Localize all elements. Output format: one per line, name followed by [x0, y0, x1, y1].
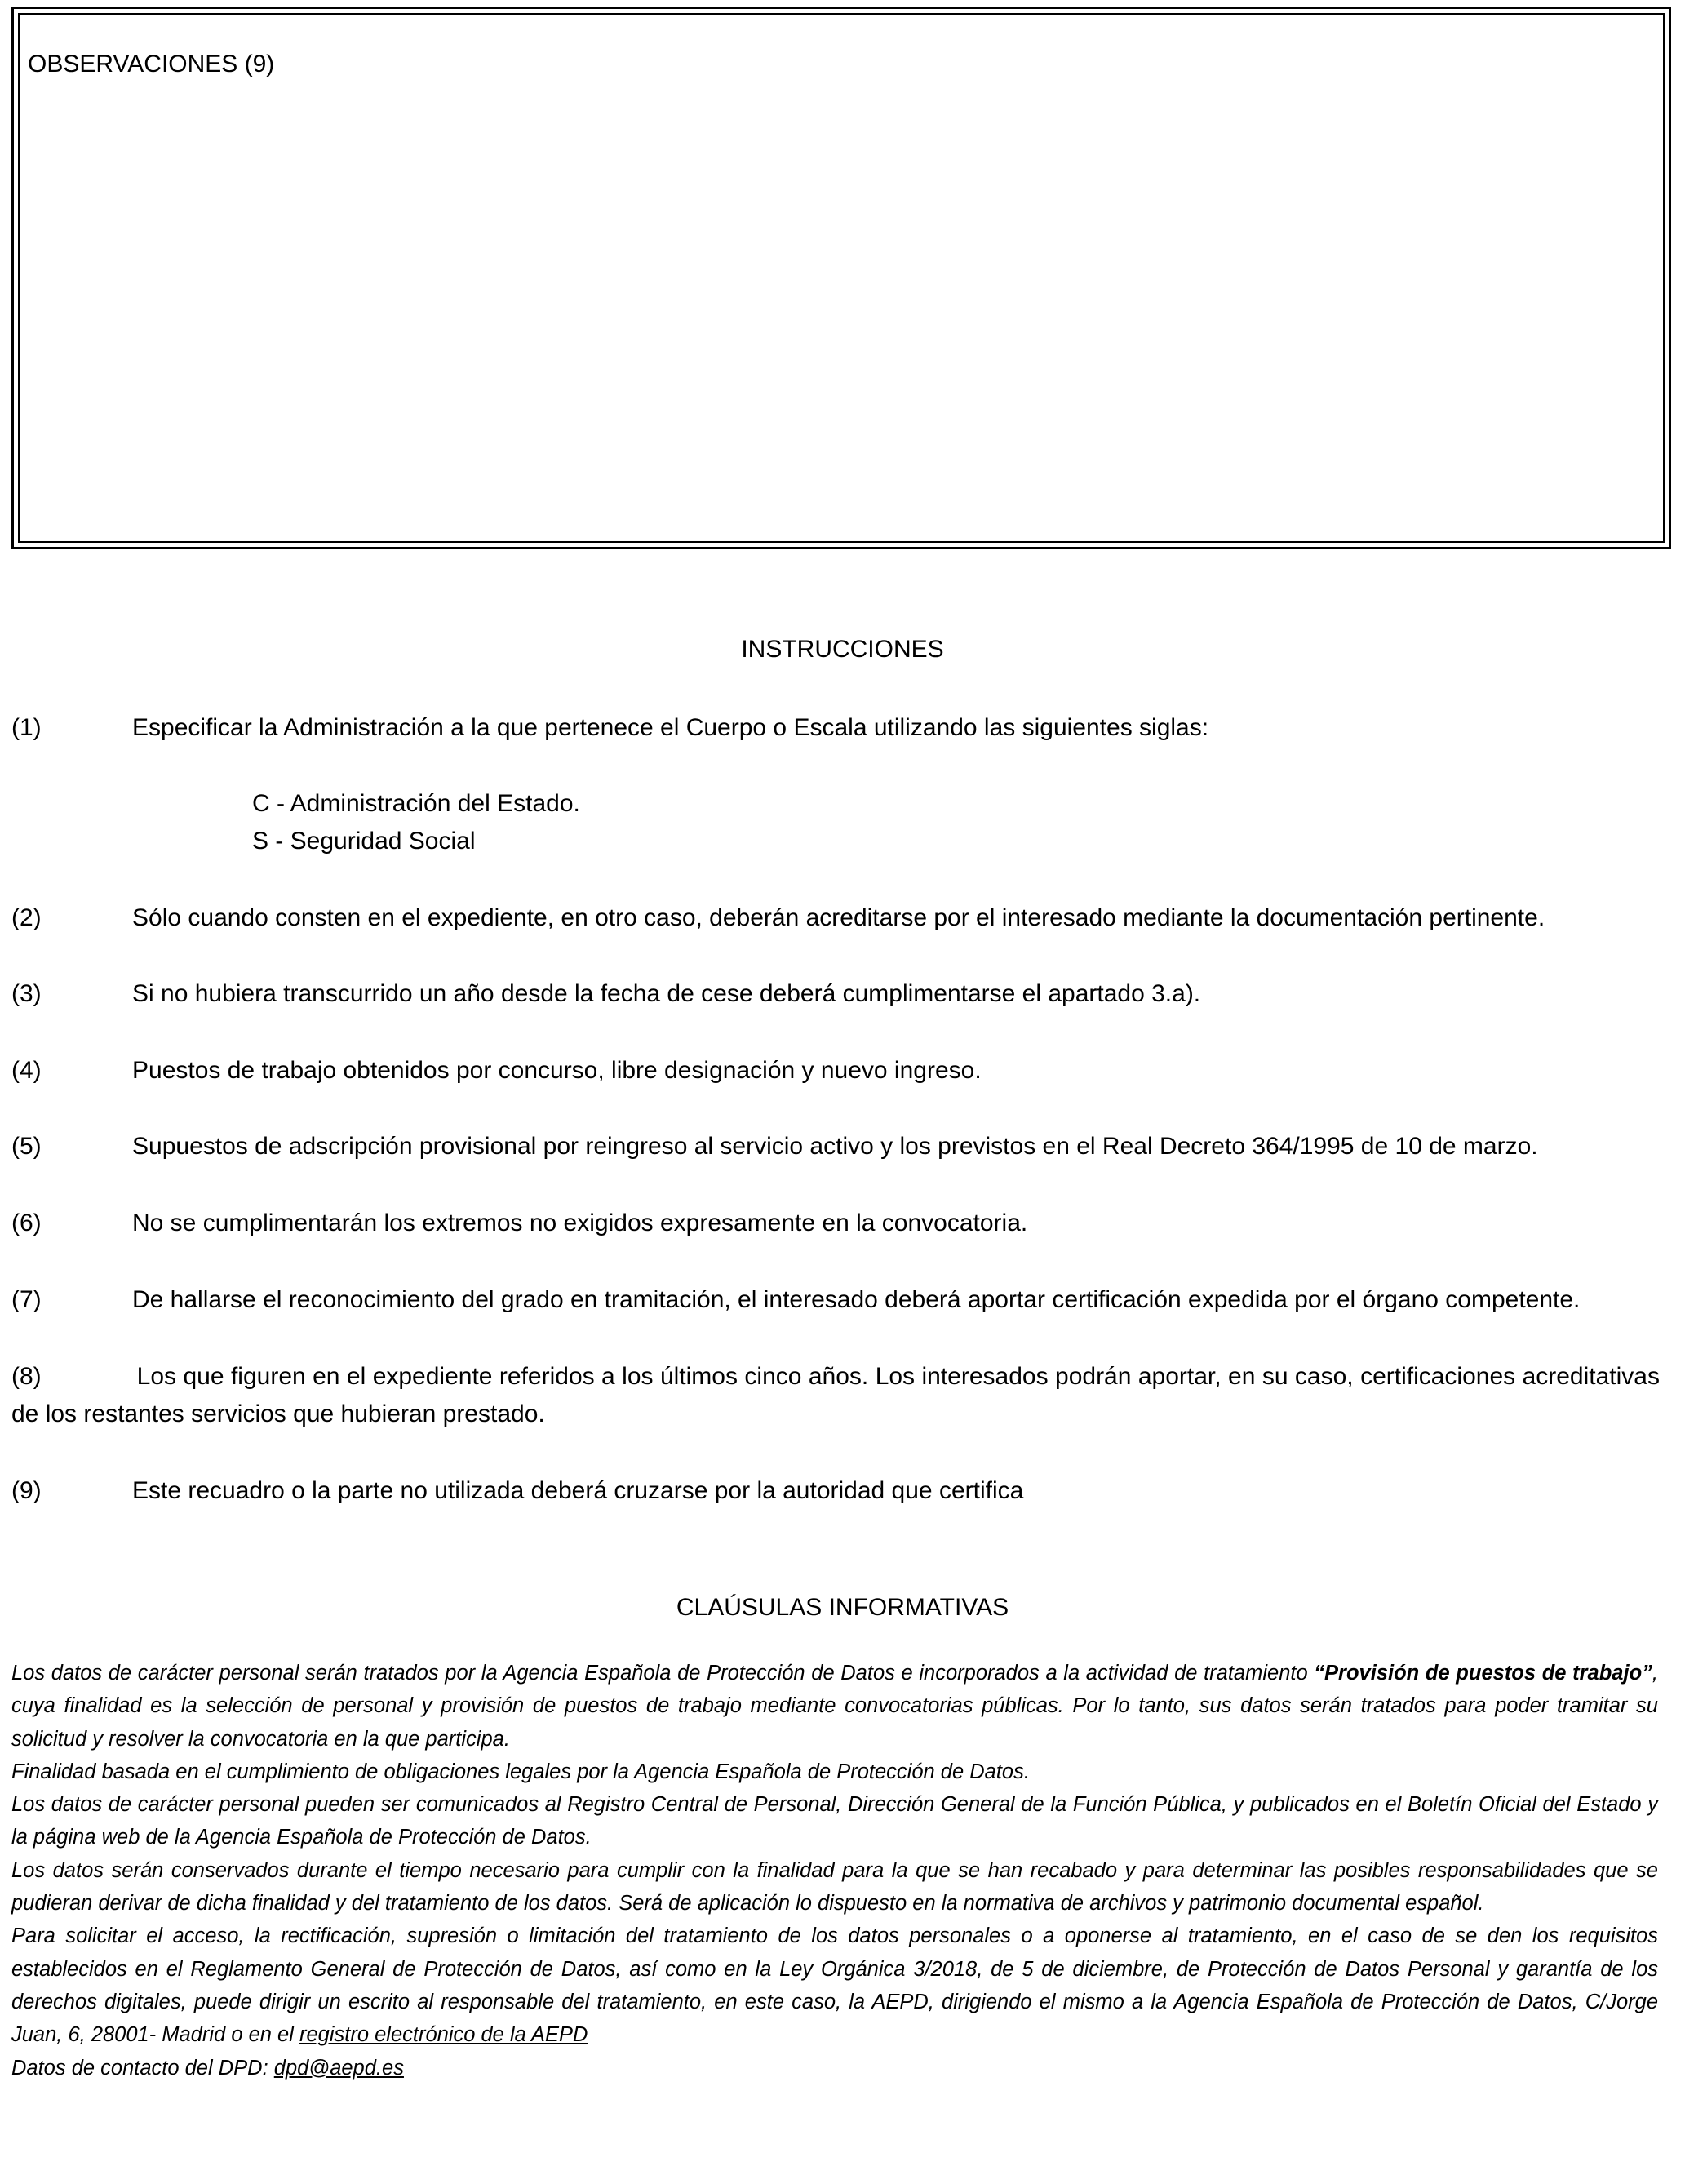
instruccion-number: (7): [11, 1286, 42, 1313]
clausulas-body: [11, 1657, 1658, 2084]
registro-electronico-link[interactable]: registro electrónico de la AEPD: [299, 2023, 588, 2047]
instruccion-number: (5): [11, 1133, 42, 1160]
clausulas-title: CLAÚSULAS INFORMATIVAS: [676, 1594, 1009, 1621]
instrucciones-title: INSTRUCCIONES: [741, 636, 944, 663]
dpd-contact-label: Datos de contacto del DPD:: [11, 2056, 274, 2080]
clausula-text: Para solicitar el acceso, la rectificación, supresión o limitación del tratamiento de los datos personales o a oponerse al tratamiento, en el caso de se den los requisitos establecidos en el Reglamento General de Protección de Datos, así como en la Ley Orgánica 3/2018, de 5 de diciembre, de Protección de Datos Personal y garantía de los derechos digitales, puede dirigir un escrito al responsable del tratamiento, en este caso, la AEPD, dirigiendo el mismo a la Agencia Española de Protección de Datos, C/Jorge Juan, 6, 28001- Madrid o en el: [11, 1924, 1658, 2047]
clausula-paragraph-4: Los datos serán conservados durante el tiempo necesario para cumplir con la finalidad para la que se han recabado y para determinar las posibles responsabilidades que se pudieran derivar de dicha finalidad y del tratamiento de los datos. Será de aplicación lo dispuesto en la normativa de archivos y patrimonio documental español.: [11, 1858, 1658, 1915]
instruccion-number: (9): [11, 1477, 42, 1504]
dpd-email-link[interactable]: dpd@aepd.es: [273, 2056, 404, 2080]
observaciones-box: [11, 7, 1671, 549]
clausula-text: Los datos de carácter personal serán tratados por la Agencia Española de Protección de Datos e incorporados a la actividad de tratamiento: [11, 1662, 1315, 1685]
clausula-paragraph-2: Finalidad basada en el cumplimiento de obligaciones legales por la Agencia Española de Protección de Datos.: [11, 1760, 1030, 1783]
observaciones-title: OBSERVACIONES (9): [28, 51, 275, 78]
instruccion-number: (2): [11, 904, 42, 931]
instruccion-text: No se cumplimentarán los extremos no exigidos expresamente en la convocatoria.: [132, 1210, 1028, 1236]
observaciones-inner-border: [18, 13, 1665, 543]
clausula-paragraph-3: Los datos de carácter personal pueden ser comunicados al Registro Central de Personal, Dirección General de la Función Pública, y publicados en el Boletín Oficial del Estado y la página web de la Agencia Española de Protección de Datos.: [11, 1793, 1658, 1849]
clausula-paragraph-1: [11, 1657, 1658, 1756]
instruccion-text: De hallarse el reconocimiento del grado en tramitación, el interesado deberá aportar certificación expedida por el órgano competente.: [132, 1286, 1581, 1313]
instruccion-number: (6): [11, 1210, 42, 1236]
instruccion-text: Los que figuren en el expediente referidos a los últimos cinco años. Los interesados podrán aportar, en su caso, certificaciones acreditativas de los restantes servicios que hubieran prestado.: [11, 1363, 1660, 1427]
sigla-s: S - Seguridad Social: [252, 828, 476, 855]
instruccion-text: Especificar la Administración a la que pertenece el Cuerpo o Escala utilizando las siguientes siglas:: [132, 714, 1209, 741]
clausula-paragraph-6: [11, 2052, 1658, 2084]
clausula-text: , cuya finalidad es la selección de personal y provisión de puestos de trabajo mediante convocatorias públicas. Por lo tanto, sus datos serán tratados para poder tramitar su solicitud y resolver la convocatoria en la que participa.: [11, 1662, 1658, 1751]
instruccion-text: Sólo cuando consten en el expediente, en otro caso, deberán acreditarse por el interesado mediante la documentación pertinente.: [132, 904, 1545, 931]
instruccion-text: Puestos de trabajo obtenidos por concurso, libre designación y nuevo ingreso.: [132, 1057, 982, 1084]
instruccion-number: (4): [11, 1057, 42, 1084]
clausula-bold-activity: “Provisión de puestos de trabajo”: [1314, 1662, 1652, 1685]
instruccion-text: Si no hubiera transcurrido un año desde la fecha de cese deberá cumplimentarse el apartado 3.a).: [132, 980, 1201, 1007]
clausula-paragraph-5: [11, 1920, 1658, 2051]
instruccion-text: Supuestos de adscripción provisional por reingreso al servicio activo y los previstos en el Real Decreto 364/1995 de 10 de marzo.: [132, 1133, 1538, 1160]
instruccion-number: (1): [11, 714, 42, 741]
instruccion-text: Este recuadro o la parte no utilizada deberá cruzarse por la autoridad que certifica: [132, 1477, 1024, 1504]
instruccion-number: (3): [11, 980, 42, 1007]
instruccion-number: (8): [11, 1363, 42, 1390]
instruccion-item-8: [11, 1358, 1660, 1433]
sigla-c: C - Administración del Estado.: [252, 790, 580, 817]
